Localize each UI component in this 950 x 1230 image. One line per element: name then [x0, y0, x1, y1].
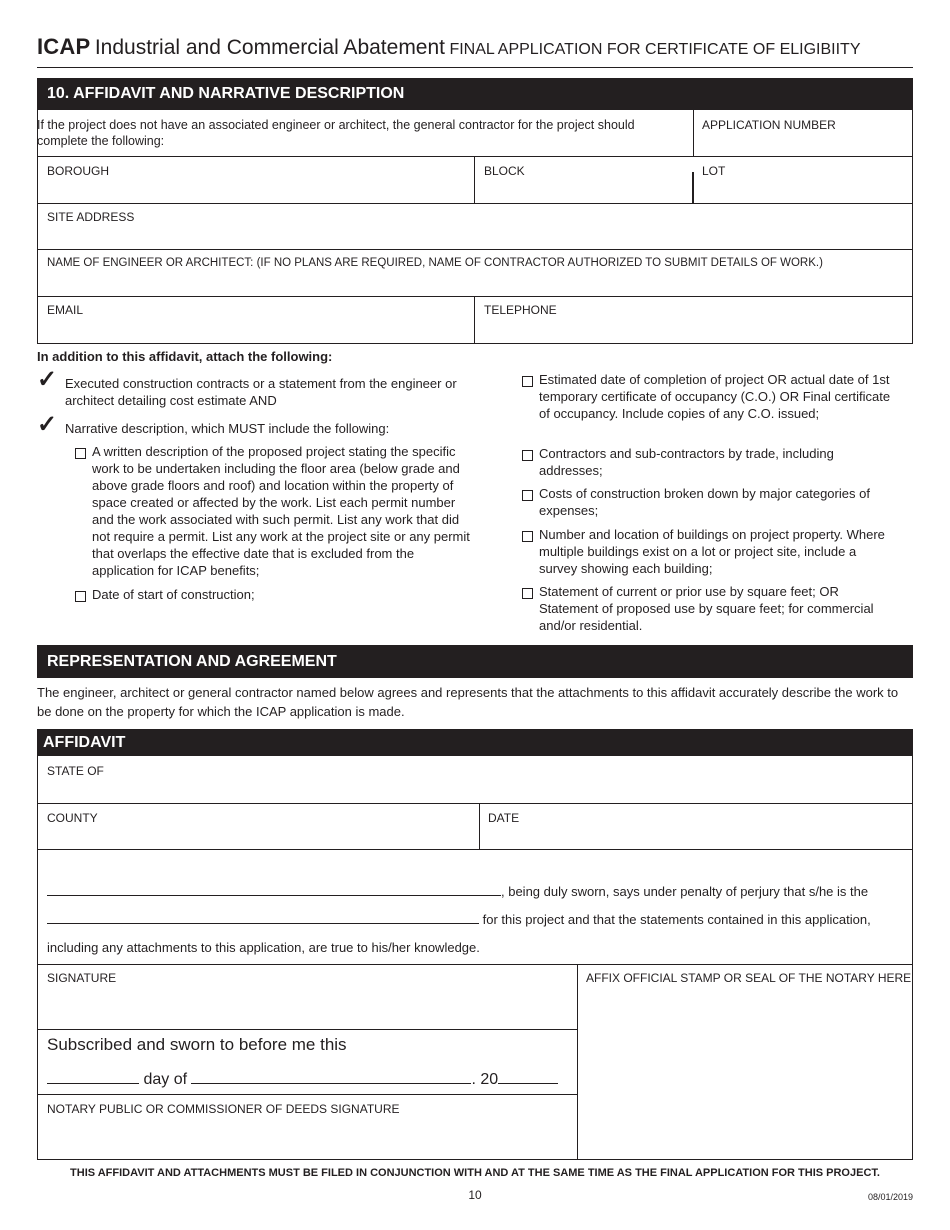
signature-field[interactable]: SIGNATURE: [47, 971, 117, 985]
section-10-title: 10. AFFIDAVIT AND NARRATIVE DESCRIPTION: [37, 78, 913, 110]
list-item-completion-date: Estimated date of completion of project OR actual date of 1st temporary certificate of occupancy (C.O.) OR Final certificate of occupancy. Include copies of any C.O. issued;: [539, 372, 891, 421]
sworn-line-2: for this project and that the statements contained in this application,: [47, 911, 907, 928]
section-10-intro: If the project does not have an associated engineer or architect, the general contractor for the project should complete the following:: [37, 118, 635, 148]
month-input[interactable]: [191, 1069, 471, 1084]
header-title: [37, 34, 860, 60]
header-subtitle: FINAL APPLICATION FOR CERTIFICATE OF ELIGIBIITY: [449, 41, 861, 58]
list-item-use-statement: Statement of current or prior use by square feet; OR Statement of proposed use by square feet; for commercial and/or residential.: [539, 584, 874, 633]
affidavit-form: [37, 756, 913, 1160]
list-item-written-description: A written description of the proposed project stating the specific work to be undertaken including the floor area (below grade and above grade floors and roof) and location within the property of space created or affected by the work. List each permit number and the work associated with such permit. List any work that did not require a permit. List any work at the project site or any permit that overlaps the effective date that is excluded from the application for ICAP benefits;: [92, 444, 470, 578]
date-field[interactable]: DATE: [488, 811, 520, 825]
header-brand: ICAP: [37, 34, 91, 59]
borough-field[interactable]: BOROUGH: [47, 164, 110, 178]
checkbox-written-description[interactable]: [75, 448, 86, 459]
affiant-name-input[interactable]: [47, 883, 501, 896]
header-program-name: Industrial and Commercial Abatement: [94, 36, 445, 59]
list-item-contractors: Contractors and sub-contractors by trade, including addresses;: [539, 446, 834, 478]
checkbox-contractors[interactable]: [522, 450, 533, 461]
sworn-line-1: , being duly sworn, says under penalty of perjury that s/he is the: [47, 883, 907, 900]
footer-notice: THIS AFFIDAVIT AND ATTACHMENTS MUST BE FILED IN CONJUNCTION WITH AND AT THE SAME TIME AS THE FINAL APPLICATION FOR THIS PROJECT.: [70, 1167, 880, 1179]
affidavit-title: AFFIDAVIT: [37, 729, 913, 756]
checkbox-buildings[interactable]: [522, 531, 533, 542]
checkbox-completion-date[interactable]: [522, 376, 533, 387]
engineer-name-field[interactable]: NAME OF ENGINEER OR ARCHITECT: (IF NO PLANS ARE REQUIRED, NAME OF CONTRACTOR AUTHORIZED TO SUBMIT DETAILS OF WORK.): [47, 257, 823, 269]
list-item-buildings: Number and location of buildings on project property. Where multiple buildings exist on a lot or project site, include a survey showing each building;: [539, 527, 885, 576]
checkbox-use-statement[interactable]: [522, 588, 533, 599]
list-item-start-date: Date of start of construction;: [92, 587, 255, 602]
page-header: [37, 30, 913, 68]
telephone-field[interactable]: TELEPHONE: [484, 303, 557, 317]
page-number: 10: [468, 1188, 482, 1202]
affiant-title-input[interactable]: [47, 911, 479, 924]
sworn-line-3: including any attachments to this application, are true to his/her knowledge.: [47, 940, 480, 955]
checkbox-start-date[interactable]: [75, 591, 86, 602]
block-field[interactable]: BLOCK: [484, 164, 525, 178]
subscribed-text: Subscribed and sworn to before me this: [47, 1035, 347, 1054]
subscribed-date-line: day of . 20: [47, 1069, 558, 1089]
year-input[interactable]: [498, 1069, 558, 1084]
checked-item-narrative: Narrative description, which MUST include the following:: [65, 421, 390, 436]
date-code: 08/01/2019: [867, 1192, 913, 1202]
email-field[interactable]: EMAIL: [47, 303, 84, 317]
site-address-field[interactable]: SITE ADDRESS: [47, 210, 135, 224]
checkmark-icon: ✓: [37, 411, 58, 438]
county-field[interactable]: COUNTY: [47, 811, 98, 825]
representation-text: The engineer, architect or general contractor named below agrees and represents that the attachments to this affidavit accurately describe the work to be done on the property for which the ICAP application is made.: [37, 685, 899, 719]
notary-signature-field[interactable]: NOTARY PUBLIC OR COMMISSIONER OF DEEDS SIGNATURE: [47, 1102, 400, 1116]
checked-item-contracts: Executed construction contracts or a statement from the engineer or architect detailing cost estimate AND: [65, 376, 457, 408]
checkmark-icon: ✓: [37, 366, 58, 393]
representation-title: REPRESENTATION AND AGREEMENT: [37, 645, 913, 678]
attach-heading: In addition to this affidavit, attach the following:: [37, 349, 333, 364]
application-number-field[interactable]: APPLICATION NUMBER: [702, 118, 836, 132]
state-of-field[interactable]: STATE OF: [47, 764, 104, 778]
lot-field[interactable]: LOT: [702, 164, 726, 178]
checkbox-costs[interactable]: [522, 490, 533, 501]
list-item-costs: Costs of construction broken down by major categories of expenses;: [539, 486, 870, 518]
notary-stamp-area: AFFIX OFFICIAL STAMP OR SEAL OF THE NOTARY HERE: [586, 971, 912, 985]
day-input[interactable]: [47, 1069, 139, 1084]
